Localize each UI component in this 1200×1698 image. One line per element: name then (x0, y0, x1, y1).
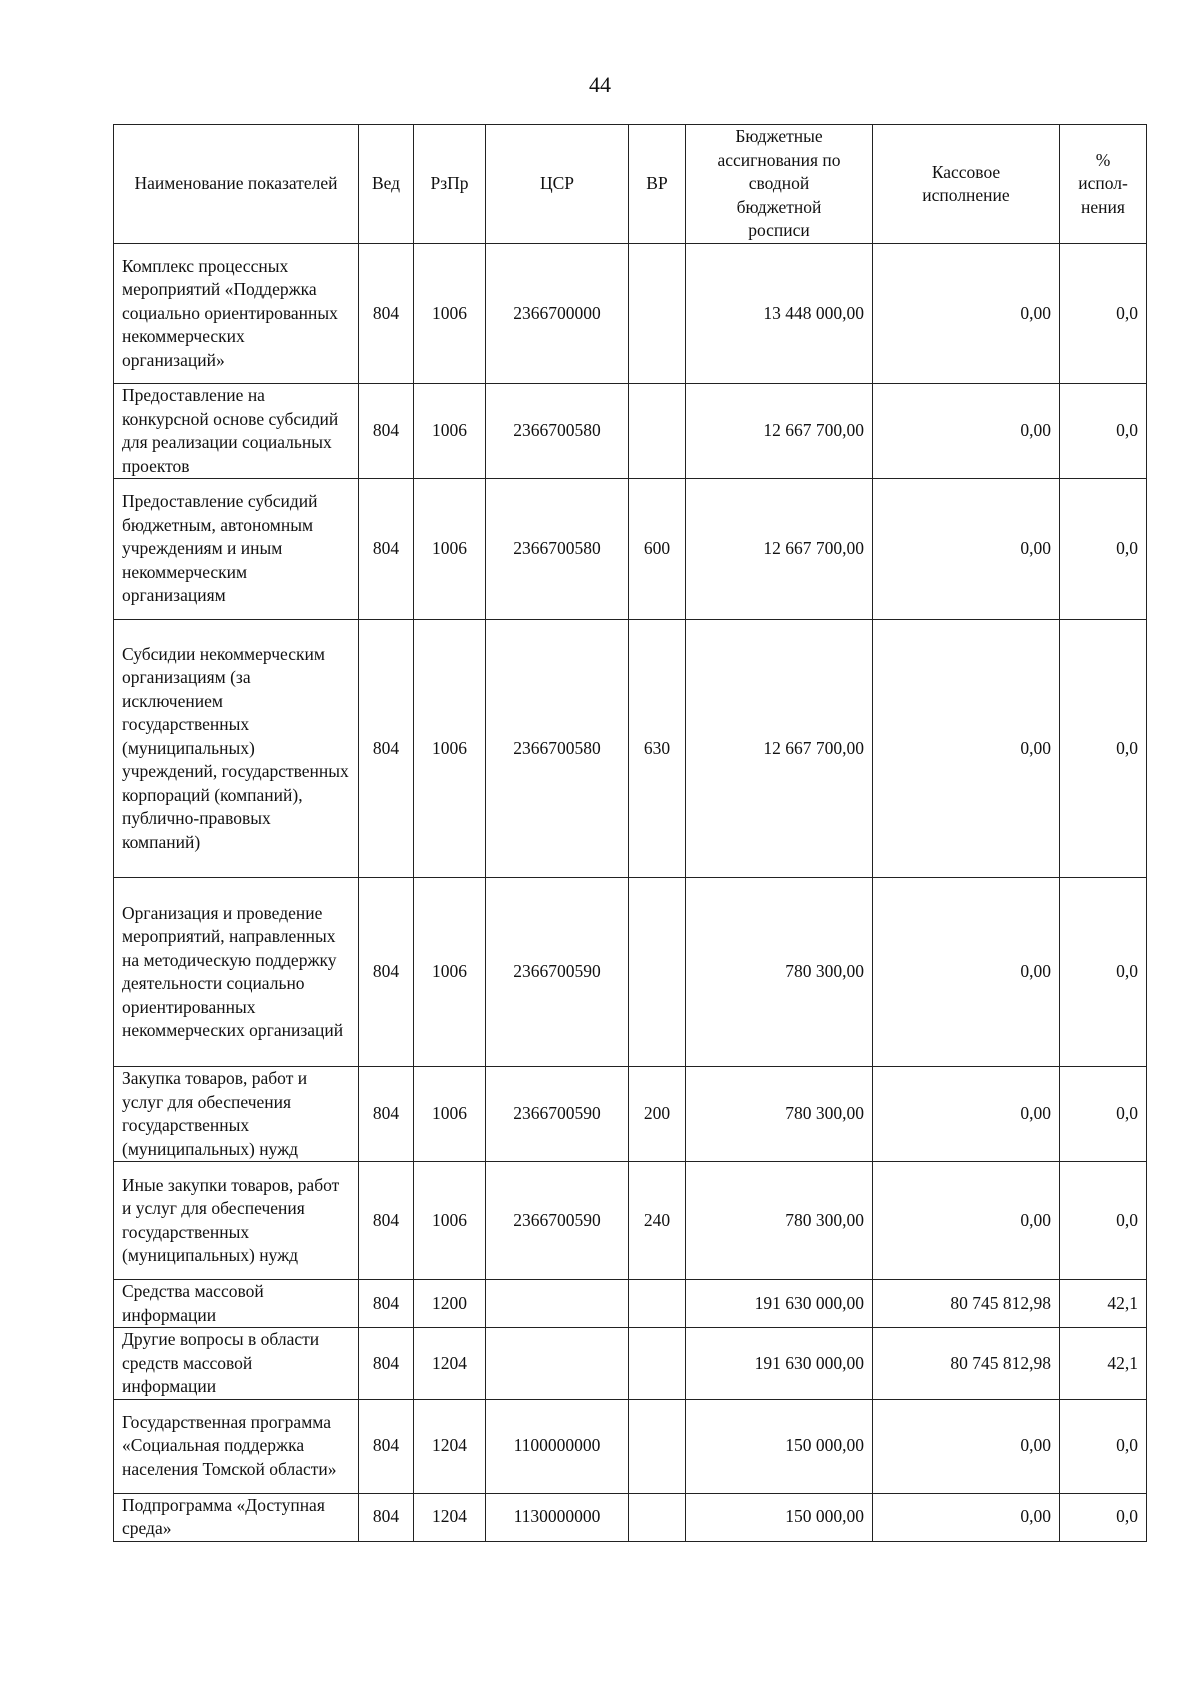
row-csr: 2366700590 (486, 878, 629, 1067)
table-body (114, 244, 1147, 1542)
header-ved: Вед (359, 125, 414, 244)
row-ved: 804 (359, 620, 414, 878)
row-cash: 0,00 (873, 1493, 1060, 1541)
row-percent: 0,0 (1060, 878, 1147, 1067)
row-budget: 191 630 000,00 (686, 1328, 873, 1400)
row-ved: 804 (359, 1399, 414, 1493)
row-budget: 12 667 700,00 (686, 620, 873, 878)
row-vr (629, 1493, 686, 1541)
header-budget: Бюджетные ассигнования по сводной бюджетной росписи (686, 125, 873, 244)
row-percent: 42,1 (1060, 1328, 1147, 1400)
table-row (114, 1328, 1147, 1400)
row-csr: 2366700580 (486, 384, 629, 479)
row-name: Предоставление субсидий бюджетным, автономным учреждениям и иным некоммерческим организациям (114, 479, 359, 620)
page-number: 44 (589, 72, 611, 97)
row-budget: 780 300,00 (686, 1067, 873, 1162)
row-rzpr: 1006 (414, 479, 486, 620)
row-budget: 13 448 000,00 (686, 244, 873, 384)
row-vr (629, 244, 686, 384)
row-budget: 780 300,00 (686, 878, 873, 1067)
row-name: Субсидии некоммерческим организациям (за исключением государственных (муниципальных) учреждений, государственных корпораций (компаний), публично-правовых компаний) (114, 620, 359, 878)
row-rzpr: 1204 (414, 1493, 486, 1541)
row-percent: 0,0 (1060, 1162, 1147, 1280)
row-vr: 600 (629, 479, 686, 620)
row-csr: 2366700590 (486, 1067, 629, 1162)
row-name: Подпрограмма «Доступная среда» (114, 1493, 359, 1541)
row-cash: 80 745 812,98 (873, 1328, 1060, 1400)
table-row (114, 384, 1147, 479)
row-csr: 1100000000 (486, 1399, 629, 1493)
header-csr: ЦСР (486, 125, 629, 244)
row-rzpr: 1204 (414, 1399, 486, 1493)
row-ved: 804 (359, 479, 414, 620)
row-ved: 804 (359, 244, 414, 384)
row-cash: 0,00 (873, 1162, 1060, 1280)
row-csr: 2366700580 (486, 620, 629, 878)
row-csr: 2366700590 (486, 1162, 629, 1280)
table-row (114, 1162, 1147, 1280)
row-vr (629, 878, 686, 1067)
row-cash: 0,00 (873, 244, 1060, 384)
row-cash: 0,00 (873, 479, 1060, 620)
table-header (114, 125, 1147, 244)
row-name: Закупка товаров, работ и услуг для обеспечения государственных (муниципальных) нужд (114, 1067, 359, 1162)
row-percent: 0,0 (1060, 620, 1147, 878)
row-ved: 804 (359, 1162, 414, 1280)
table-row (114, 620, 1147, 878)
budget-table (113, 124, 1147, 1542)
row-rzpr: 1006 (414, 1162, 486, 1280)
row-rzpr: 1006 (414, 878, 486, 1067)
table-row (114, 244, 1147, 384)
row-csr: 1130000000 (486, 1493, 629, 1541)
row-ved: 804 (359, 878, 414, 1067)
row-csr: 2366700580 (486, 479, 629, 620)
row-cash: 0,00 (873, 384, 1060, 479)
row-rzpr: 1006 (414, 1067, 486, 1162)
header-vr: ВР (629, 125, 686, 244)
row-csr (486, 1328, 629, 1400)
row-csr (486, 1280, 629, 1328)
row-percent: 0,0 (1060, 479, 1147, 620)
row-name: Государственная программа «Социальная поддержка населения Томской области» (114, 1399, 359, 1493)
row-name: Средства массовой информации (114, 1280, 359, 1328)
row-vr (629, 1328, 686, 1400)
header-name: Наименование показателей (114, 125, 359, 244)
row-budget: 191 630 000,00 (686, 1280, 873, 1328)
row-ved: 804 (359, 1493, 414, 1541)
row-csr: 2366700000 (486, 244, 629, 384)
row-name: Предоставление на конкурсной основе субсидий для реализации социальных проектов (114, 384, 359, 479)
row-percent: 0,0 (1060, 244, 1147, 384)
row-budget: 150 000,00 (686, 1399, 873, 1493)
row-ved: 804 (359, 1280, 414, 1328)
row-vr (629, 1399, 686, 1493)
row-budget: 12 667 700,00 (686, 384, 873, 479)
row-vr: 630 (629, 620, 686, 878)
row-percent: 0,0 (1060, 384, 1147, 479)
row-rzpr: 1200 (414, 1280, 486, 1328)
header-percent: % испол-нения (1060, 125, 1147, 244)
row-ved: 804 (359, 1328, 414, 1400)
row-rzpr: 1006 (414, 384, 486, 479)
row-name: Организация и проведение мероприятий, направленных на методическую поддержку деятельности социально ориентированных некоммерческих организаций (114, 878, 359, 1067)
row-percent: 42,1 (1060, 1280, 1147, 1328)
header-rzpr: РзПр (414, 125, 486, 244)
header-cash: Кассовое исполнение (873, 125, 1060, 244)
table-row (114, 878, 1147, 1067)
row-rzpr: 1006 (414, 620, 486, 878)
row-budget: 150 000,00 (686, 1493, 873, 1541)
row-cash: 80 745 812,98 (873, 1280, 1060, 1328)
table-row (114, 1280, 1147, 1328)
row-ved: 804 (359, 1067, 414, 1162)
row-ved: 804 (359, 384, 414, 479)
row-cash: 0,00 (873, 878, 1060, 1067)
row-vr (629, 1280, 686, 1328)
table-row (114, 1399, 1147, 1493)
row-rzpr: 1204 (414, 1328, 486, 1400)
row-vr: 240 (629, 1162, 686, 1280)
row-cash: 0,00 (873, 1067, 1060, 1162)
row-percent: 0,0 (1060, 1067, 1147, 1162)
row-vr: 200 (629, 1067, 686, 1162)
row-name: Комплекс процессных мероприятий «Поддержка социально ориентированных некоммерческих организаций» (114, 244, 359, 384)
row-percent: 0,0 (1060, 1493, 1147, 1541)
table-row (114, 479, 1147, 620)
row-name: Иные закупки товаров, работ и услуг для обеспечения государственных (муниципальных) нужд (114, 1162, 359, 1280)
row-percent: 0,0 (1060, 1399, 1147, 1493)
row-rzpr: 1006 (414, 244, 486, 384)
row-vr (629, 384, 686, 479)
row-cash: 0,00 (873, 620, 1060, 878)
row-cash: 0,00 (873, 1399, 1060, 1493)
row-budget: 780 300,00 (686, 1162, 873, 1280)
row-budget: 12 667 700,00 (686, 479, 873, 620)
table-row (114, 1067, 1147, 1162)
row-name: Другие вопросы в области средств массовой информации (114, 1328, 359, 1400)
table-row (114, 1493, 1147, 1541)
